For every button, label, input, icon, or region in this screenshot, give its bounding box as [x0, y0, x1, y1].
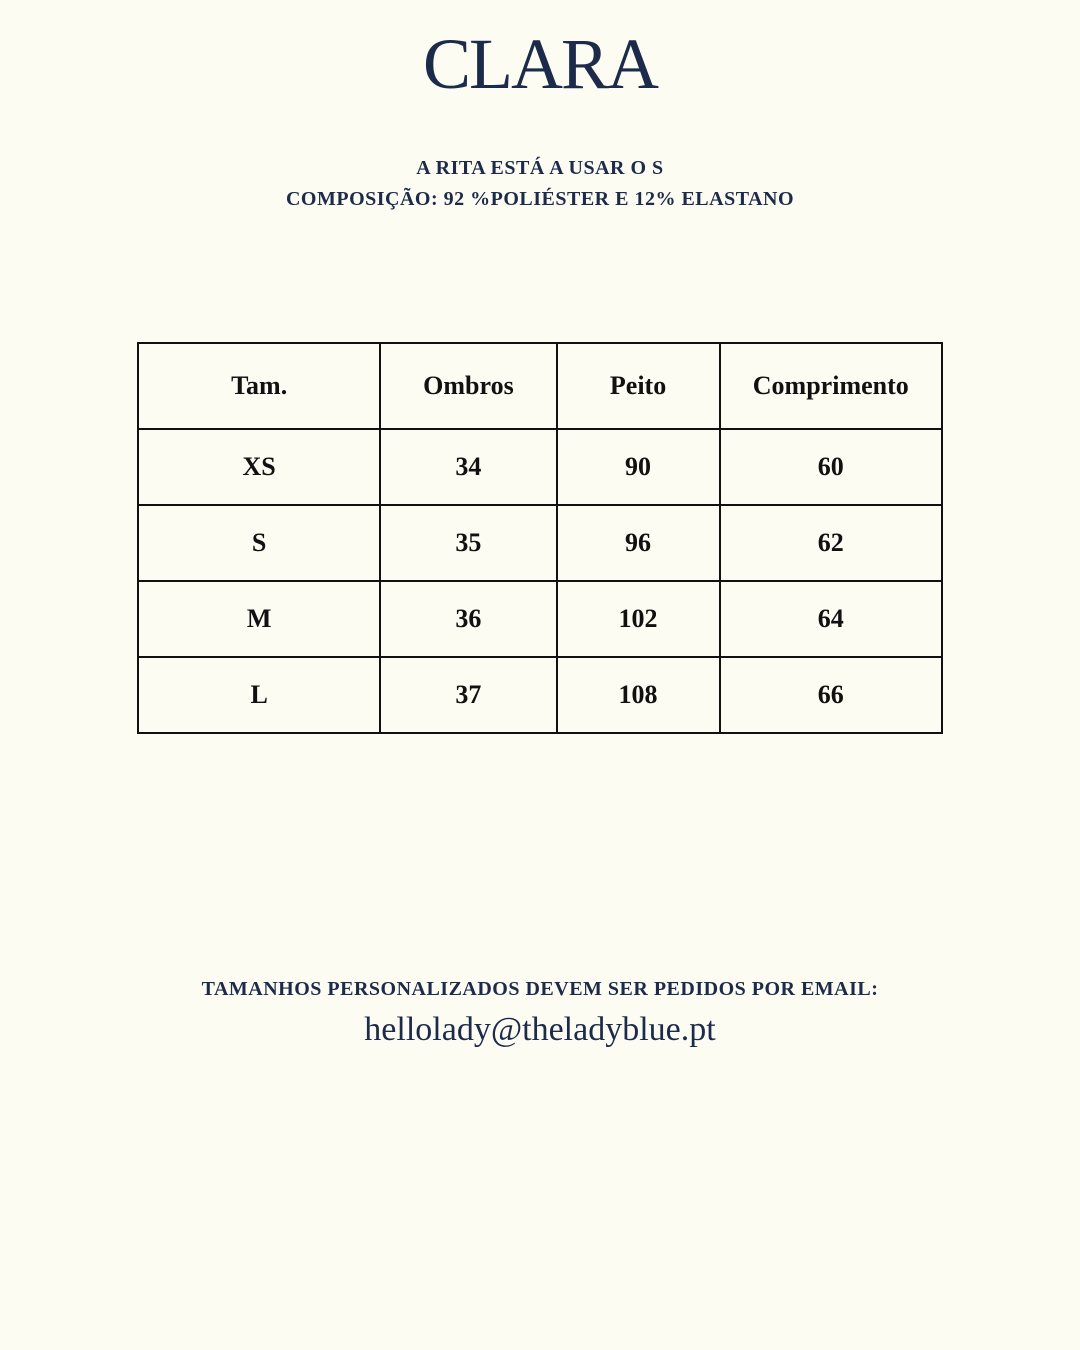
composition-note: COMPOSIÇÃO: 92 %POLIÉSTER E 12% ELASTANO [285, 188, 795, 210]
cell-shoulders: 36 [380, 581, 556, 657]
cell-chest: 90 [557, 429, 720, 505]
header-shoulders: Ombros [380, 343, 556, 429]
cell-size: XS [138, 429, 380, 505]
cell-size: S [138, 505, 380, 581]
cell-shoulders: 35 [380, 505, 556, 581]
contact-email[interactable]: hellolady@theladyblue.pt [364, 1011, 716, 1048]
cell-chest: 96 [557, 505, 720, 581]
cell-shoulders: 37 [380, 657, 556, 733]
model-size-note: A RITA ESTÁ A USAR O S [416, 157, 664, 179]
cell-length: 66 [720, 657, 942, 733]
table-row [138, 581, 942, 657]
cell-length: 62 [720, 505, 942, 581]
cell-size: L [138, 657, 380, 733]
header-size: Tam. [138, 343, 380, 429]
cell-size: M [138, 581, 380, 657]
table-row [138, 505, 942, 581]
header-chest: Peito [557, 343, 720, 429]
header-length: Comprimento [720, 343, 942, 429]
custom-sizes-note: TAMANHOS PERSONALIZADOS DEVEM SER PEDIDOS POR EMAIL: [201, 978, 879, 1000]
cell-shoulders: 34 [380, 429, 556, 505]
cell-length: 64 [720, 581, 942, 657]
product-title: CLARA [422, 24, 658, 104]
table-row [138, 657, 942, 733]
cell-length: 60 [720, 429, 942, 505]
table-header-row [138, 343, 942, 429]
table-row [138, 429, 942, 505]
cell-chest: 102 [557, 581, 720, 657]
size-chart-table [137, 342, 943, 734]
cell-chest: 108 [557, 657, 720, 733]
